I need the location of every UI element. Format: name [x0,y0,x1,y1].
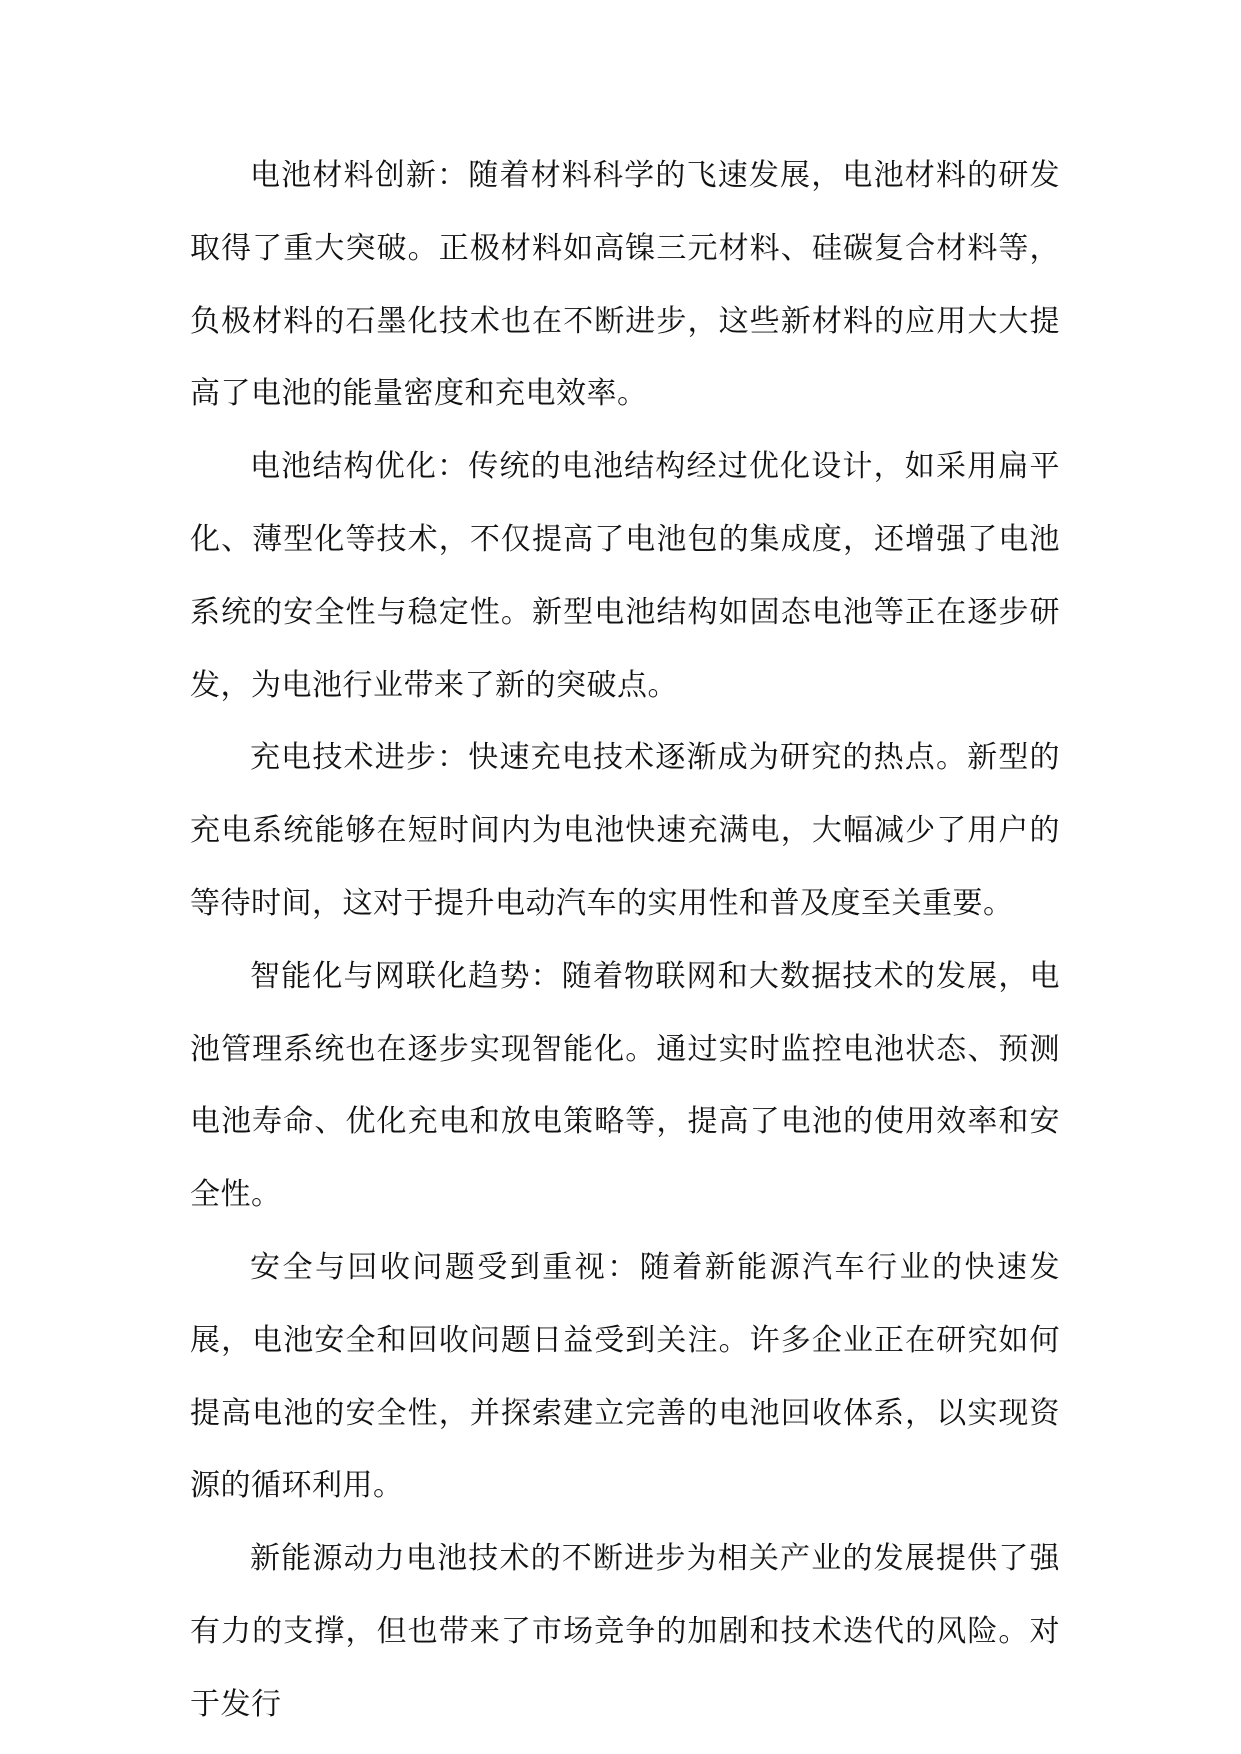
paragraph-battery-materials: 电池材料创新：随着材料科学的飞速发展，电池材料的研发取得了重大突破。正极材料如高镍三元材料、硅碳复合材料等，负极材料的石墨化技术也在不断进步，这些新材料的应用大大提高了电池的能量密度和充电效率。 [190,158,1060,412]
document-body [190,140,1060,1742]
paragraph-technology-progress: 新能源动力电池技术的不断进步为相关产业的发展提供了强有力的支撑，但也带来了市场竞争的加剧和技术迭代的风险。对于发行 [190,1541,1060,1722]
paragraph-intelligent-networking: 智能化与网联化趋势：随着物联网和大数据技术的发展，电池管理系统也在逐步实现智能化。通过实时监控电池状态、预测电池寿命、优化充电和放电策略等，提高了电池的使用效率和安全性。 [190,958,1060,1213]
paragraph-safety-recycling: 安全与回收问题受到重视：随着新能源汽车行业的快速发展，电池安全和回收问题日益受到关注。许多企业正在研究如何提高电池的安全性，并探索建立完善的电池回收体系，以实现资源的循环利用。 [190,1249,1060,1504]
paragraph-charging-technology: 充电技术进步：快速充电技术逐渐成为研究的热点。新型的充电系统能够在短时间内为电池快速充满电，大幅减少了用户的等待时间，这对于提升电动汽车的实用性和普及度至关重要。 [190,740,1060,921]
paragraph-battery-structure: 电池结构优化：传统的电池结构经过优化设计，如采用扁平化、薄型化等技术，不仅提高了电池包的集成度，还增强了电池系统的安全性与稳定性。新型电池结构如固态电池等正在逐步研发，为电池行业带来了新的突破点。 [190,449,1060,703]
